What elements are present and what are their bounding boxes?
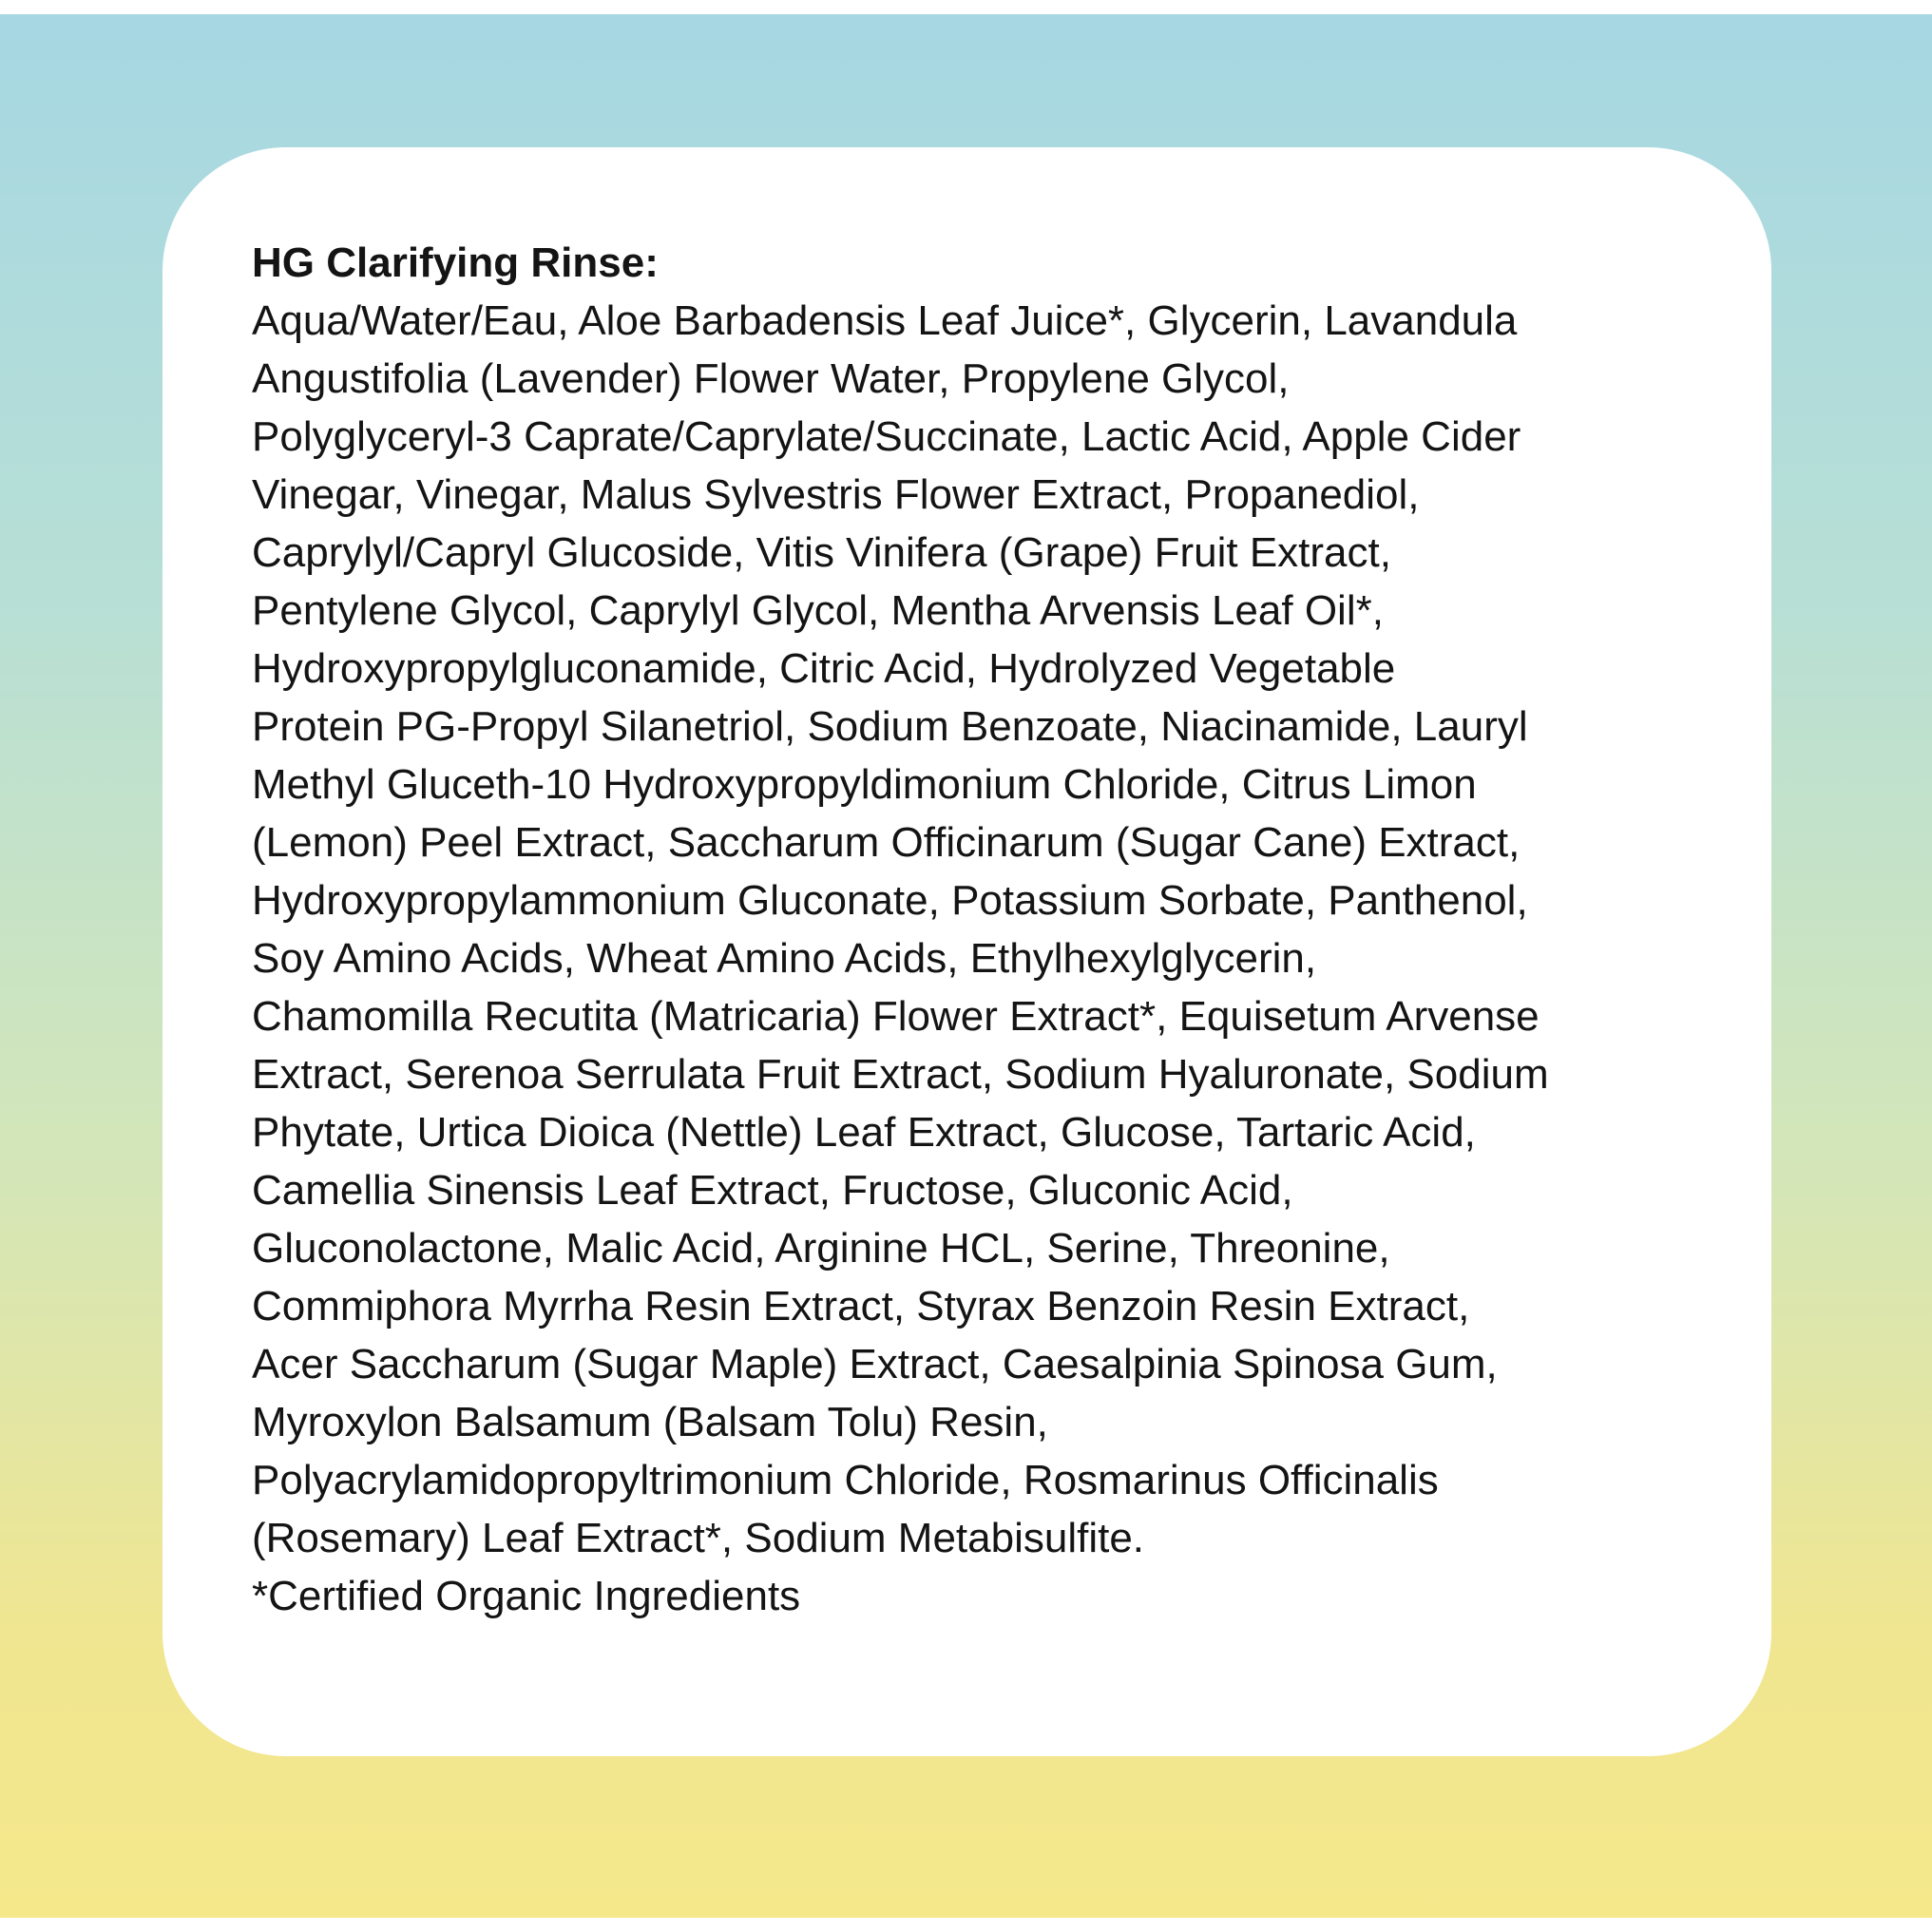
ingredient-line: (Lemon) Peel Extract, Saccharum Officinarum (Sugar Cane) Extract, <box>252 819 1521 866</box>
ingredient-line: Polyacrylamidopropyltrimonium Chloride, Rosmarinus Officinalis <box>252 1457 1439 1503</box>
ingredient-line: Gluconolactone, Malic Acid, Arginine HCL, Serine, Threonine, <box>252 1225 1390 1272</box>
ingredient-line: (Rosemary) Leaf Extract*, Sodium Metabisulfite. <box>252 1515 1145 1561</box>
product-title: HG Clarifying Rinse: <box>252 239 659 286</box>
ingredient-line: Hydroxypropylgluconamide, Citric Acid, Hydrolyzed Vegetable <box>252 645 1396 692</box>
ingredient-line: Pentylene Glycol, Caprylyl Glycol, Mentha Arvensis Leaf Oil*, <box>252 587 1384 634</box>
ingredient-line: Extract, Serenoa Serrulata Fruit Extract, Sodium Hyaluronate, Sodium <box>252 1051 1549 1098</box>
ingredient-line: Acer Saccharum (Sugar Maple) Extract, Caesalpinia Spinosa Gum, <box>252 1341 1498 1387</box>
ingredient-line: Vinegar, Vinegar, Malus Sylvestris Flower Extract, Propanediol, <box>252 471 1420 518</box>
ingredient-line: Angustifolia (Lavender) Flower Water, Propylene Glycol, <box>252 355 1290 402</box>
ingredients-text-block <box>252 234 1715 1625</box>
ingredient-line: Methyl Gluceth-10 Hydroxypropyldimonium Chloride, Citrus Limon <box>252 761 1477 808</box>
ingredient-line: Chamomilla Recutita (Matricaria) Flower Extract*, Equisetum Arvense <box>252 993 1540 1040</box>
ingredient-line: Camellia Sinensis Leaf Extract, Fructose, Gluconic Acid, <box>252 1167 1293 1214</box>
footnote: *Certified Organic Ingredients <box>252 1573 801 1619</box>
ingredient-line: Polyglyceryl-3 Caprate/Caprylate/Succinate, Lactic Acid, Apple Cider <box>252 413 1521 460</box>
ingredient-line: Commiphora Myrrha Resin Extract, Styrax Benzoin Resin Extract, <box>252 1283 1470 1329</box>
ingredient-line: Aqua/Water/Eau, Aloe Barbadensis Leaf Juice*, Glycerin, Lavandula <box>252 297 1518 344</box>
ingredient-line: Hydroxypropylammonium Gluconate, Potassium Sorbate, Panthenol, <box>252 877 1528 924</box>
ingredient-line: Myroxylon Balsamum (Balsam Tolu) Resin, <box>252 1399 1048 1445</box>
ingredient-line: Soy Amino Acids, Wheat Amino Acids, Ethylhexylglycerin, <box>252 935 1317 982</box>
ingredient-line: Protein PG-Propyl Silanetriol, Sodium Benzoate, Niacinamide, Lauryl <box>252 703 1528 750</box>
ingredient-line: Caprylyl/Capryl Glucoside, Vitis Vinifera (Grape) Fruit Extract, <box>252 529 1391 576</box>
ingredient-line: Phytate, Urtica Dioica (Nettle) Leaf Extract, Glucose, Tartaric Acid, <box>252 1109 1476 1156</box>
